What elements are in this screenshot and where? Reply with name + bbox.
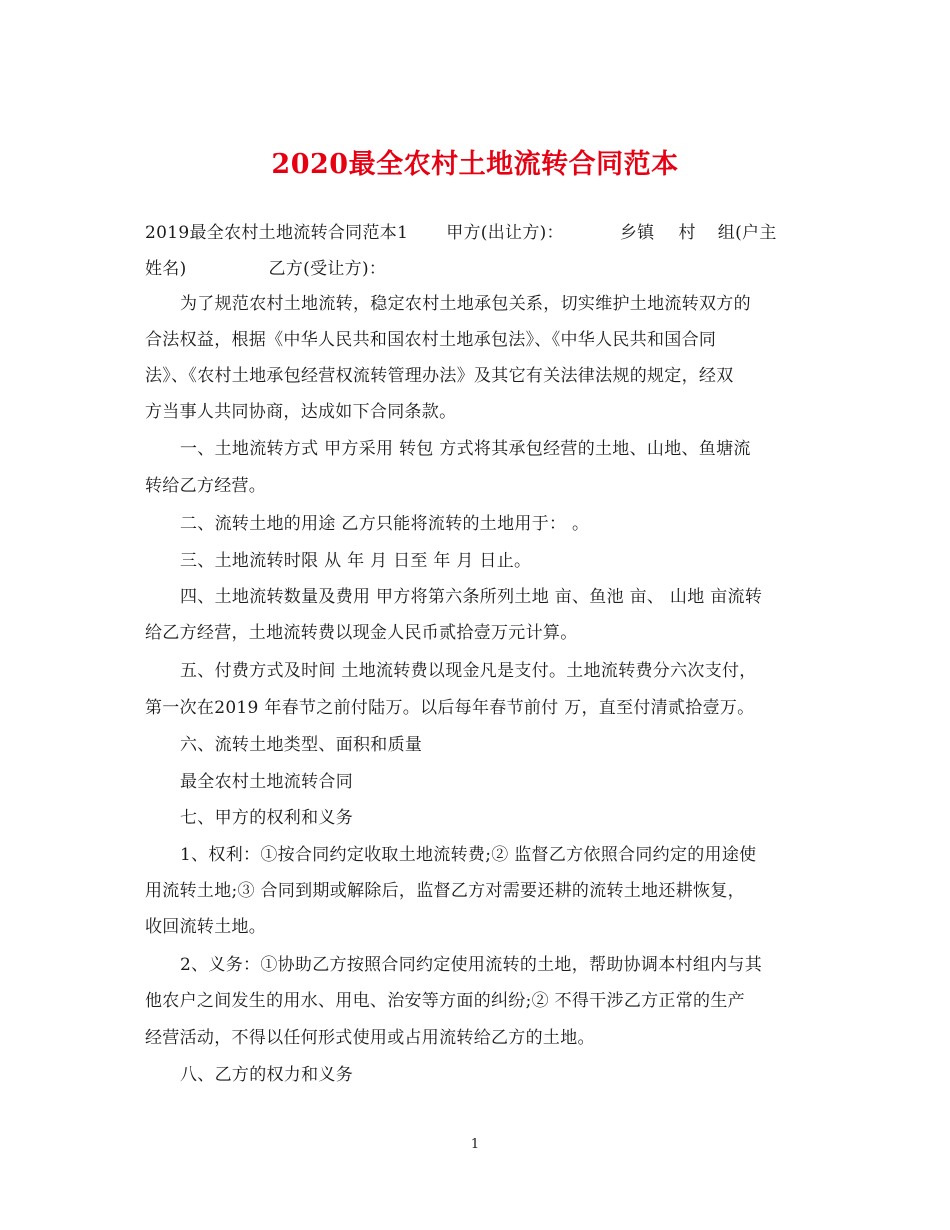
head-of-household-label: 姓名): [145, 259, 187, 279]
clause-7-heading: 七、甲方的权利和义务: [180, 808, 353, 828]
contract-heading: 2019最全农村土地流转合同范本1: [145, 223, 409, 243]
clause-6-heading: 六、流转土地类型、面积和质量: [180, 735, 423, 755]
paragraph-line: 合法权益，根据《中华人民共和国农村土地承包法》、《中华人民共和国合同: [145, 330, 717, 350]
obligations-line: 他农户之间发生的用水、用电、治安等方面的纠纷;② 不得干涉乙方正常的生产: [145, 991, 745, 1011]
obligations-line: 2、义务：①协助乙方按照合同约定使用流转的土地，帮助协调本村组内与其: [180, 955, 763, 975]
group-label: 组(户主: [717, 223, 777, 243]
clause-2-line: 二、流转土地的用途 乙方只能将流转的土地用于： 。: [180, 514, 590, 534]
document-title: 2020最全农村土地流转合同范本: [271, 149, 679, 180]
rights-line: 收回流转土地。: [145, 917, 267, 937]
clause-8-heading: 八、乙方的权力和义务: [180, 1065, 353, 1085]
paragraph-line: 为了规范农村土地流转，稳定农村土地承包关系，切实维护土地流转双方的: [180, 294, 751, 314]
party-a-label: 甲方(出让方)：: [446, 223, 564, 243]
subheading-line: 最全农村土地流转合同: [180, 772, 353, 792]
clause-4-line: 四、土地流转数量及费用 甲方将第六条所列土地 亩、鱼池 亩、 山地 亩流转: [180, 587, 763, 607]
rights-line: 1、权利：①按合同约定收取土地流转费;② 监督乙方依照合同约定的用途使: [180, 845, 757, 865]
paragraph-line: 方当事人共同协商，达成如下合同条款。: [145, 402, 457, 422]
party-b-label: 乙方(受让方)：: [268, 259, 387, 279]
clause-3-line: 三、土地流转时限 从 年 月 日至 年 月 日止。: [180, 551, 532, 571]
clause-5-line: 第一次在2019 年春节之前付陆万。以后每年春节前付 万，直至付清贰拾壹万。: [145, 698, 755, 718]
rights-line: 用流转土地;③ 合同到期或解除后，监督乙方对需要还耕的流转土地还耕恢复，: [145, 881, 745, 901]
clause-1-line: 一、土地流转方式 甲方采用 转包 方式将其承包经营的土地、山地、鱼塘流: [180, 439, 751, 459]
obligations-line: 经营活动，不得以任何形式使用或占用流转给乙方的土地。: [145, 1028, 595, 1048]
header-line-1: [145, 221, 777, 245]
village-label: 村: [678, 223, 696, 243]
paragraph-line: 法》、《农村土地承包经营权流转管理办法》及其它有关法律法规的规定，经双: [145, 366, 734, 386]
township-label: 乡镇: [619, 223, 655, 243]
clause-1-line: 转给乙方经营。: [145, 476, 267, 496]
clause-4-line: 给乙方经营，土地流转费以现金人民币贰拾壹万元计算。: [145, 623, 578, 643]
page-number: 1: [470, 1137, 480, 1152]
clause-5-line: 五、付费方式及时间 土地流转费以现金凡是支付。土地流转费分六次支付，: [180, 661, 757, 681]
header-line-2: [145, 257, 386, 281]
